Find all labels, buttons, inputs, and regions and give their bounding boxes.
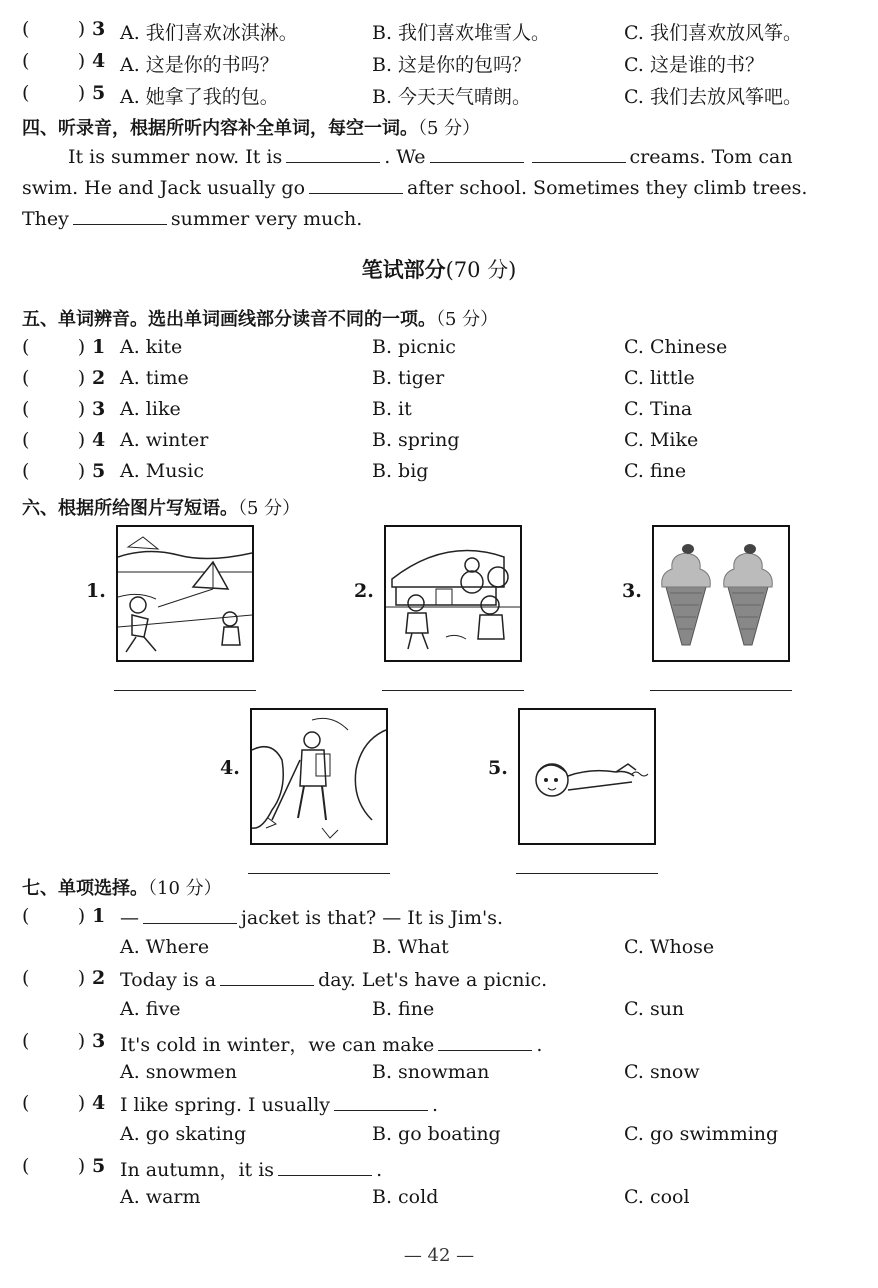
stem-text: In autumn，it is <box>120 1159 275 1181</box>
section-5-title: 五、单词辨音。选出单词画线部分读音不同的一项。 <box>22 309 436 330</box>
option-b: B. 今天天气晴朗。 <box>372 86 532 108</box>
answer-bracket[interactable]: ( ) <box>22 398 86 420</box>
passage-text: They <box>22 208 69 230</box>
listening-question-4 <box>0 50 878 78</box>
answer-bracket[interactable]: ( ) <box>22 336 86 358</box>
answer-blank[interactable] <box>220 967 314 986</box>
question-number: 2 <box>92 367 106 389</box>
stem-text: . <box>536 1034 543 1056</box>
section-7-heading <box>22 874 222 900</box>
choice-question-1 <box>0 905 878 933</box>
section-7-score: （10 分） <box>148 878 222 899</box>
question-stem <box>120 967 547 991</box>
option-a: A. five <box>120 998 181 1020</box>
option-b: B. cold <box>372 1186 439 1208</box>
question-number: 4 <box>92 429 106 451</box>
answer-line[interactable] <box>650 690 792 691</box>
answer-bracket[interactable]: ( ) <box>22 82 86 104</box>
option-c: C. little <box>624 367 695 389</box>
section-4-title: 四、听录音，根据所听内容补全单词，每空一词。 <box>22 118 418 139</box>
answer-blank[interactable] <box>278 1157 372 1176</box>
choice-options-1 <box>0 936 878 964</box>
section-6-score: （5 分） <box>238 498 301 519</box>
choice-question-5 <box>0 1155 878 1183</box>
ice-cream-icon <box>654 527 788 660</box>
option-a: A. warm <box>120 1186 201 1208</box>
phonics-question-1 <box>0 336 878 364</box>
passage-text: swim. He and Jack usually go <box>22 177 306 199</box>
option-c: C. 我们喜欢放风筝。 <box>624 22 802 44</box>
kite-flying-picture <box>116 525 254 662</box>
option-c: C. Chinese <box>624 336 728 358</box>
answer-bracket[interactable]: ( ) <box>22 1155 86 1177</box>
page-number: — 42 — <box>403 1245 475 1266</box>
option-c: C. fine <box>624 460 687 482</box>
question-number: 5 <box>92 1155 106 1177</box>
option-a: A. time <box>120 367 189 389</box>
answer-blank[interactable] <box>430 144 524 163</box>
option-b: B. snowman <box>372 1061 490 1083</box>
listening-question-5 <box>0 82 878 110</box>
option-a: A. like <box>120 398 181 420</box>
option-b: B. 这是你的包吗？ <box>372 54 532 76</box>
answer-bracket[interactable]: ( ) <box>22 1030 86 1052</box>
answer-blank[interactable] <box>532 144 626 163</box>
picture-number: 1. <box>86 580 106 602</box>
answer-blank[interactable] <box>73 206 167 225</box>
stem-text: . <box>432 1094 439 1116</box>
option-c: C. cool <box>624 1186 690 1208</box>
option-c: C. snow <box>624 1061 700 1083</box>
option-c: C. Mike <box>624 429 699 451</box>
phonics-question-5 <box>0 460 878 488</box>
passage-text: It is summer now. It is <box>68 146 283 168</box>
listening-question-3 <box>0 18 878 46</box>
snowman-picture <box>384 525 522 662</box>
choice-options-3 <box>0 1061 878 1089</box>
swimming-picture <box>518 708 656 845</box>
option-c: C. 这是谁的书？ <box>624 54 764 76</box>
answer-line[interactable] <box>114 690 256 691</box>
climbing-icon <box>252 710 386 843</box>
question-number: 1 <box>92 905 106 927</box>
question-number: 4 <box>92 1092 106 1114</box>
stem-text: — <box>120 907 139 929</box>
question-stem <box>120 1155 382 1182</box>
answer-bracket[interactable]: ( ) <box>22 367 86 389</box>
option-b: B. fine <box>372 998 435 1020</box>
stem-text: It's cold in winter，we can make <box>120 1034 435 1056</box>
question-number: 5 <box>92 460 106 482</box>
section-4-heading <box>22 114 480 140</box>
question-number: 3 <box>92 18 106 40</box>
ice-cream-picture <box>652 525 790 662</box>
section-5-score: （5 分） <box>436 309 499 330</box>
kite-flying-icon <box>118 527 252 660</box>
question-stem <box>120 1030 542 1057</box>
swimming-icon <box>520 710 654 843</box>
option-c: C. 我们去放风筝吧。 <box>624 86 802 108</box>
stem-text: jacket is that? — It is Jim's. <box>241 907 504 929</box>
picture-number: 4. <box>220 757 240 779</box>
answer-bracket[interactable]: ( ) <box>22 967 86 989</box>
passage-text: creams. Tom can <box>629 146 793 168</box>
stem-text: . <box>376 1159 383 1181</box>
picture-number: 5. <box>488 757 508 779</box>
question-number: 3 <box>92 398 106 420</box>
question-number: 1 <box>92 336 106 358</box>
picture-number: 2. <box>354 580 374 602</box>
written-part-score: (70 分) <box>445 258 517 282</box>
option-a: A. Where <box>120 936 210 958</box>
picture-number: 3. <box>622 580 642 602</box>
option-b: B. it <box>372 398 412 420</box>
option-c: C. Whose <box>624 936 715 958</box>
option-b: B. What <box>372 936 449 958</box>
option-b: B. tiger <box>372 367 445 389</box>
choice-options-5 <box>0 1186 878 1214</box>
option-a: A. 这是你的书吗？ <box>120 54 279 76</box>
passage-text: . We <box>384 146 426 168</box>
section-5-heading <box>22 305 498 331</box>
section-6-title: 六、根据所给图片写短语。 <box>22 498 238 519</box>
choice-question-3 <box>0 1030 878 1058</box>
question-stem <box>120 905 503 929</box>
option-c: C. Tina <box>624 398 693 420</box>
answer-bracket[interactable]: ( ) <box>22 1092 86 1114</box>
question-number: 5 <box>92 82 106 104</box>
option-c: C. go swimming <box>624 1123 779 1145</box>
answer-blank[interactable] <box>334 1092 428 1111</box>
phonics-question-4 <box>0 429 878 457</box>
passage-line-3 <box>22 204 862 235</box>
answer-line[interactable] <box>382 690 524 691</box>
choice-question-4 <box>0 1092 878 1120</box>
option-a: A. 她拿了我的包。 <box>120 86 279 108</box>
answer-blank[interactable] <box>438 1032 532 1051</box>
option-a: A. winter <box>120 429 209 451</box>
option-a: A. Music <box>120 460 204 482</box>
question-stem <box>120 1092 438 1116</box>
written-part-label: 笔试部分 <box>361 258 446 282</box>
answer-bracket[interactable]: ( ) <box>22 905 86 927</box>
question-number: 3 <box>92 1030 106 1052</box>
option-b: B. big <box>372 460 429 482</box>
passage-line-2 <box>22 173 862 204</box>
section-7-title: 七、单项选择。 <box>22 878 148 899</box>
option-a: A. kite <box>120 336 183 358</box>
option-a: A. 我们喜欢冰淇淋。 <box>120 22 298 44</box>
fill-in-passage <box>22 142 862 235</box>
phonics-question-3 <box>0 398 878 426</box>
snowman-icon <box>386 527 520 660</box>
passage-text: after school. Sometimes they climb trees. <box>407 177 808 199</box>
choice-question-2 <box>0 967 878 995</box>
question-number: 4 <box>92 50 106 72</box>
answer-line[interactable] <box>516 873 658 874</box>
answer-bracket[interactable]: ( ) <box>22 50 86 72</box>
option-a: A. go skating <box>120 1123 247 1145</box>
written-part-title <box>0 254 878 284</box>
stem-text: day. Let's have a picnic. <box>318 969 548 991</box>
option-b: B. go boating <box>372 1123 501 1145</box>
stem-text: I like spring. I usually <box>120 1094 331 1116</box>
option-b: B. picnic <box>372 336 456 358</box>
answer-bracket[interactable]: ( ) <box>22 18 86 40</box>
stem-text: Today is a <box>120 969 217 991</box>
answer-line[interactable] <box>248 873 390 874</box>
choice-options-4 <box>0 1123 878 1151</box>
option-c: C. sun <box>624 998 685 1020</box>
climbing-picture <box>250 708 388 845</box>
passage-text: summer very much. <box>170 208 363 230</box>
passage-line-1 <box>22 142 862 173</box>
answer-bracket[interactable]: ( ) <box>22 429 86 451</box>
section-4-score: （5 分） <box>418 118 481 139</box>
answer-blank[interactable] <box>286 144 380 163</box>
phonics-question-2 <box>0 367 878 395</box>
answer-bracket[interactable]: ( ) <box>22 460 86 482</box>
section-6-heading <box>22 494 300 520</box>
option-b: B. 我们喜欢堆雪人。 <box>372 22 551 44</box>
answer-blank[interactable] <box>143 905 237 924</box>
option-b: B. spring <box>372 429 460 451</box>
answer-blank[interactable] <box>309 175 403 194</box>
question-number: 2 <box>92 967 106 989</box>
choice-options-2 <box>0 998 878 1026</box>
option-a: A. snowmen <box>120 1061 237 1083</box>
